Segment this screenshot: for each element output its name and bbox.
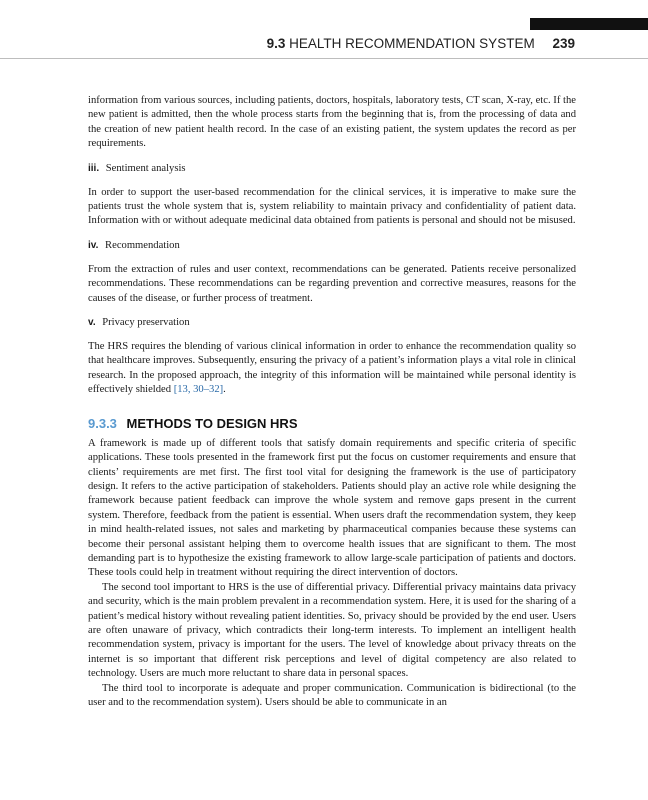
section-heading bbox=[88, 416, 576, 431]
methods-paragraph-2: The second tool important to HRS is the use of differential privacy. Differential privacy maintains data privacy and security, which is the main problem prevalent in a recommendation system. Here, it is used for the sharing of a patient’s medical history without revealing patient identities. So, privacy should be provided by the end user. Users are often unaware of privacy, which contradicts their long-term interests. To implement an intelligent health recommendation system, privacy is important for the users. The level of knowledge about privacy threats on the internet is so important that different risk perceptions and level of digital competency are also related to technology. Users are much more reluctant to share data in personal spaces. bbox=[88, 581, 576, 680]
item-title: Recommendation bbox=[105, 239, 180, 251]
page-body bbox=[88, 94, 576, 710]
item-heading-privacy-preservation bbox=[88, 316, 576, 330]
methods-paragraph-3: The third tool to incorporate is adequate and proper communication. Communication is bidirectional (to the user and to the recommendation system). Users should be able to communicate in an bbox=[88, 682, 576, 708]
intro-paragraph: information from various sources, including patients, doctors, hospitals, laboratory tests, CT scan, X-ray, etc. If the new patient is admitted, then the whole process starts from the beginning that is, from the processing of data and the creation of new patient health record. In the case of an existing patient, the system updates the record as per requirements. bbox=[88, 95, 576, 150]
privacy-preservation-paragraph bbox=[88, 340, 576, 398]
header-rule bbox=[0, 58, 648, 59]
header-section-number: 9.3 bbox=[266, 36, 286, 51]
item-heading-recommendation bbox=[88, 239, 576, 253]
recommendation-paragraph: From the extraction of rules and user context, recommendations can be generated. Patients receive personalized recommendations. These recommendations can be regarding prevention and corrective measures, reasons for the causes of the disease, or further process of treatment. bbox=[88, 263, 576, 304]
item-number: iii. bbox=[88, 162, 100, 174]
item-title: Sentiment analysis bbox=[105, 162, 186, 174]
privacy-text: The HRS requires the blending of various clinical information in order to enhance the recommendation quality so that healthcare improves. Subsequently, ensuring the privacy of a patient’s information plays a vital role in clinical research. In the proposed approach, the integrity of this information will be maintained while personal identity is effectively shielded bbox=[88, 341, 576, 396]
item-heading-sentiment-analysis bbox=[88, 162, 576, 176]
page-number: 239 bbox=[552, 36, 575, 51]
item-number: iv. bbox=[88, 239, 99, 251]
header-decoration-bar bbox=[530, 18, 648, 30]
header-section-title: HEALTH RECOMMENDATION SYSTEM bbox=[289, 36, 535, 51]
item-number: v. bbox=[88, 317, 96, 329]
citation-link[interactable]: [13, 30–32] bbox=[173, 384, 224, 396]
section-number: 9.3.3 bbox=[88, 415, 117, 431]
item-title: Privacy preservation bbox=[102, 317, 190, 329]
sentiment-analysis-paragraph: In order to support the user-based recommendation for the clinical services, it is imperative to make sure the patients trust the whole system that is, system reliability to maintain privacy and confidentiality of patient data. Information with or without adequate medicinal data obtained from patients is personal and should not be misused. bbox=[88, 186, 576, 227]
methods-paragraph-1: A framework is made up of different tools that satisfy domain requirements and specific criteria of specific applications. These tools presented in the framework first put the focus on customer requirements and ensure that clients’ requirements are met first. The first tool vital for designing the framework is the use of participatory design. It refers to the active participation of stakeholders. Patients should play an active role while designing the framework because patient feedback can improve the whole system and remove gaps present in the current system. Therefore, feedback from the patient is essential. When users draft the recommendation system, they keep in mind health-related issues, not sales and marketing by pharmaceutical companies because these systems can become their personal assistant helping them to overcome health issues that are significant to them. The most demanding part is to hypothesize the existing framework to allow large-scale participation of patients and doctors. These tools could help in treatment without requiring the direct intervention of doctors. bbox=[88, 437, 576, 579]
running-header bbox=[0, 36, 575, 51]
section-title: METHODS TO DESIGN HRS bbox=[126, 415, 298, 431]
privacy-text-end: . bbox=[223, 384, 226, 396]
